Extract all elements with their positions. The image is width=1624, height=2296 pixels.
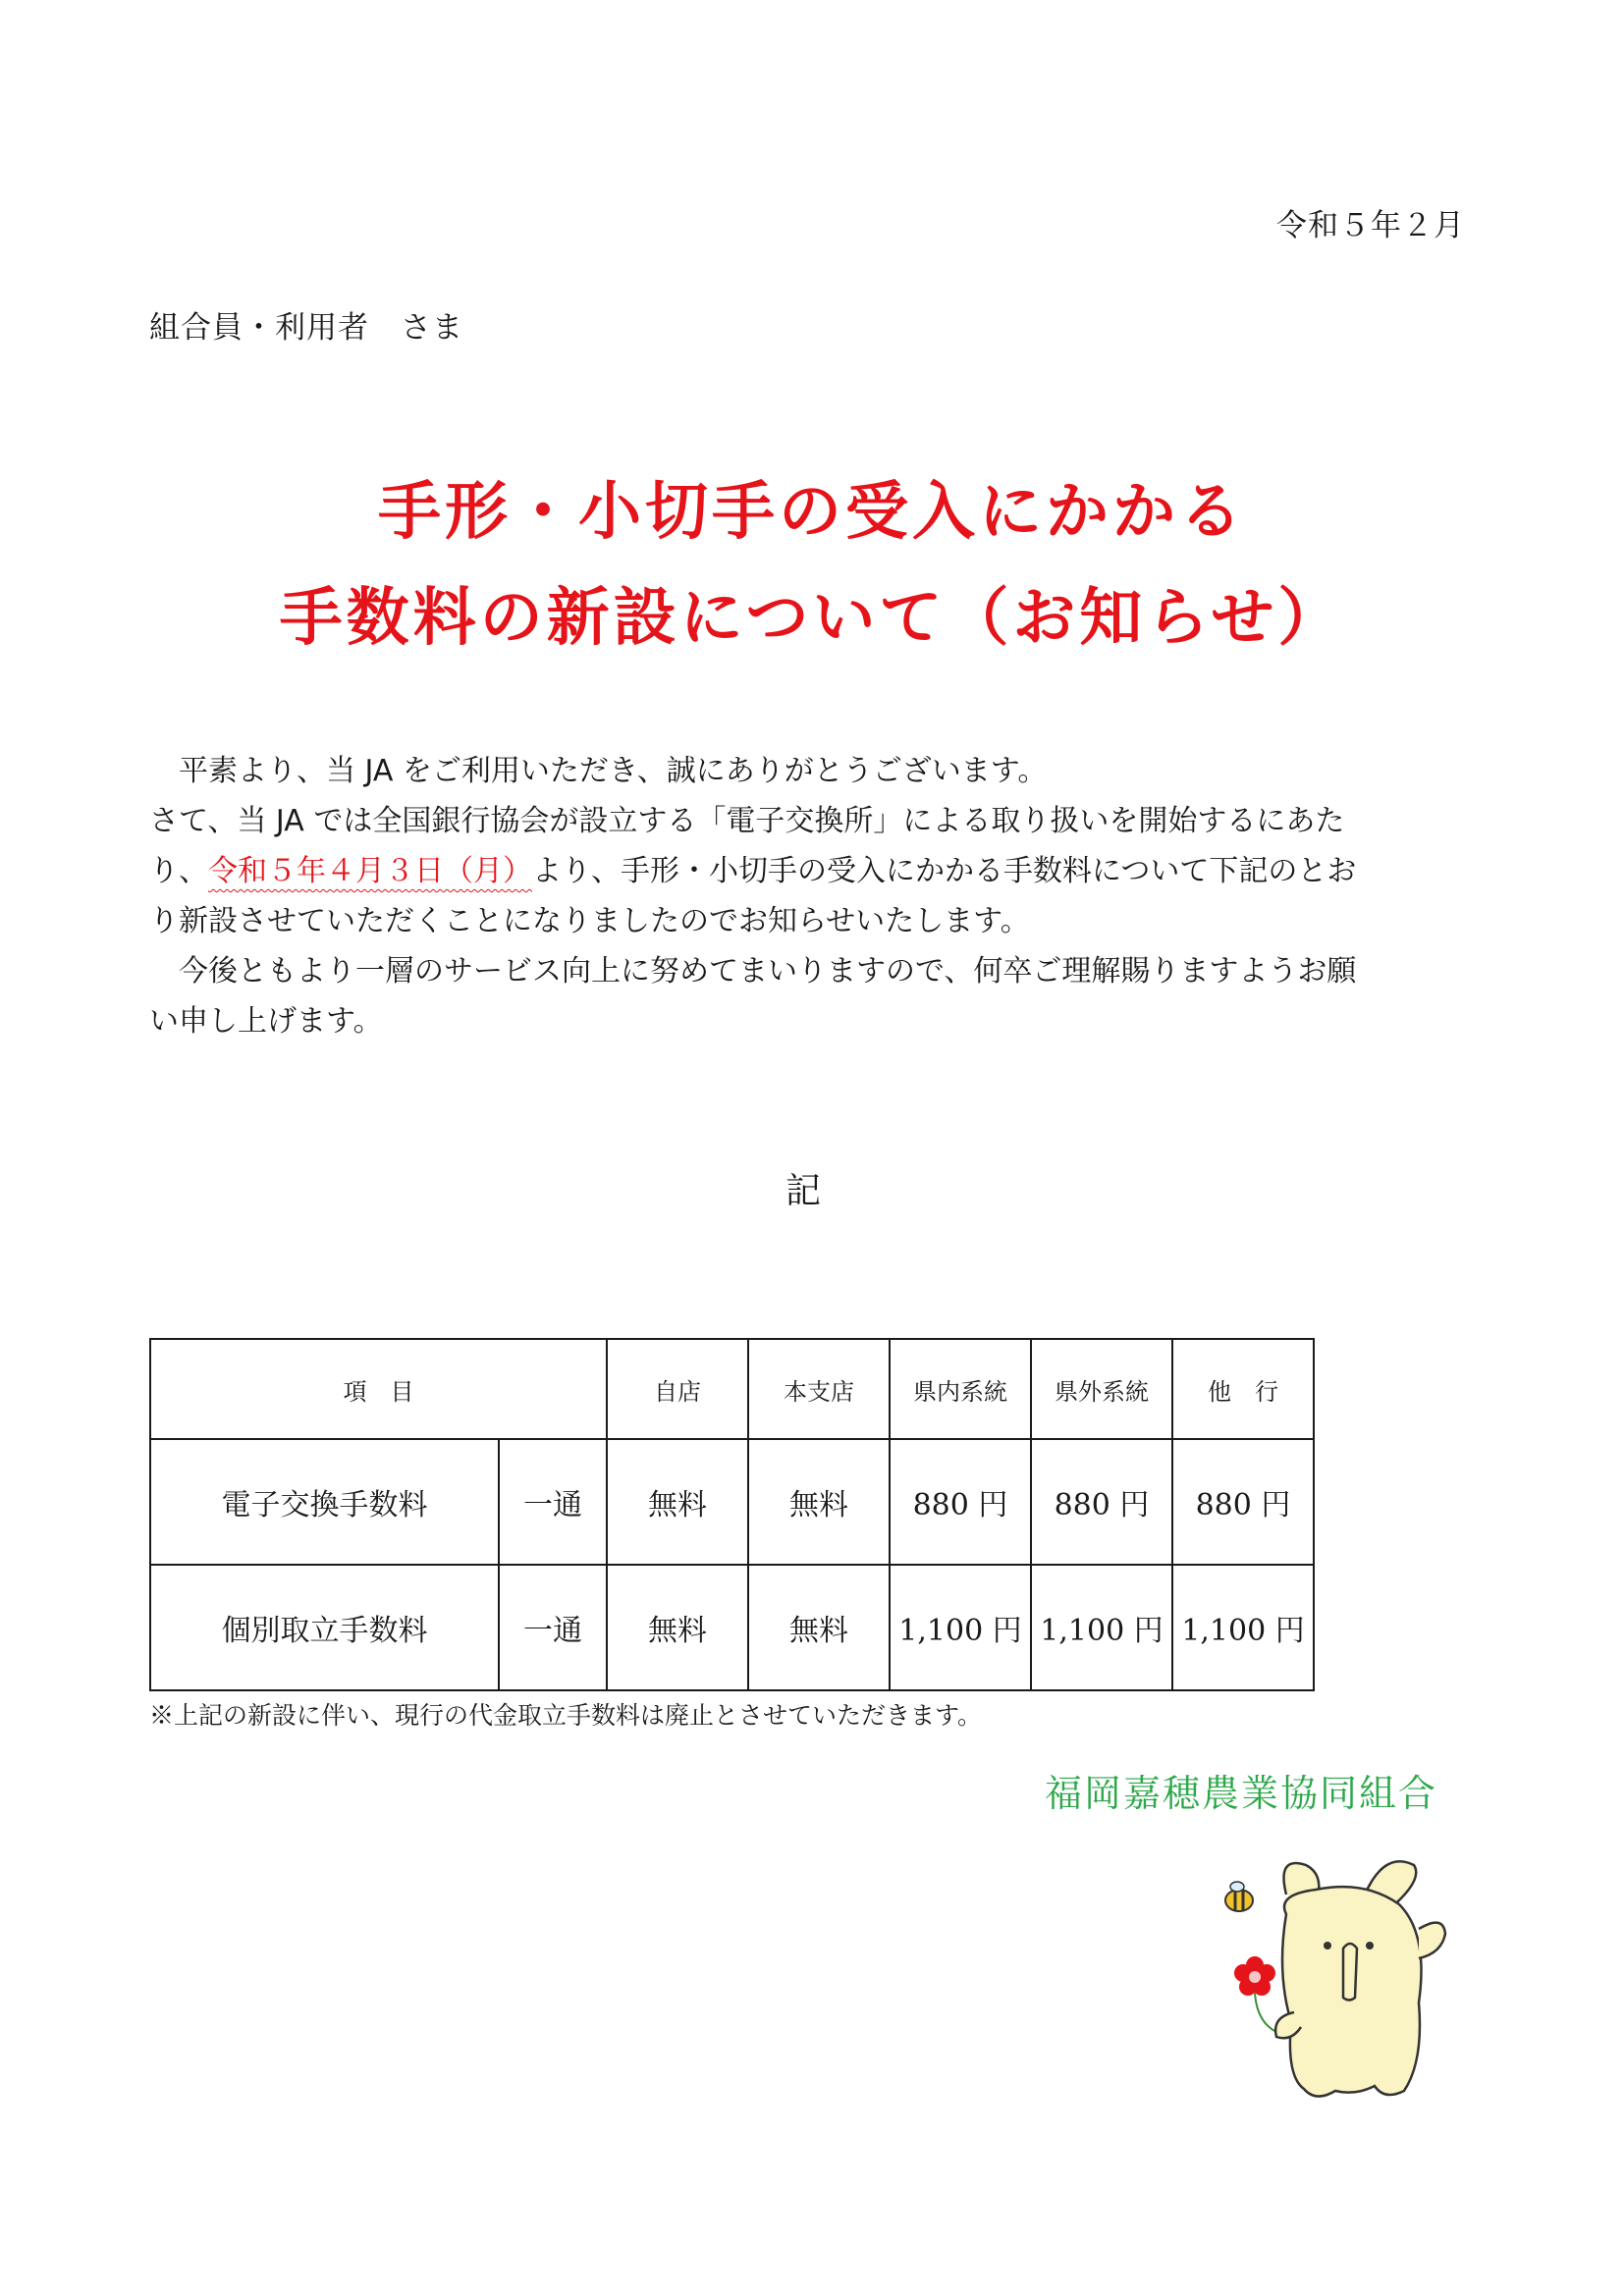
table-header-row [150, 1339, 1314, 1439]
ki-heading: 記 [785, 1171, 822, 1211]
body-text [149, 746, 1485, 1046]
body-paragraph-3-line-2: い申し上げます。 [149, 1004, 383, 1039]
footnote: ※上記の新設に伴い、現行の代金取立手数料は廃止とさせていただきます。 [149, 1701, 983, 1730]
fee-cell: 1,100 円 [890, 1565, 1031, 1690]
row-unit: 一通 [499, 1565, 607, 1690]
header-item: 項 目 [150, 1339, 607, 1439]
start-date: 令和５年４月３日（月） [208, 854, 532, 888]
bee-icon [1225, 1882, 1253, 1911]
organization-name: 福岡嘉穂農業協同組合 [1045, 1772, 1438, 1815]
addressee: 組合員・利用者 さま [149, 310, 463, 346]
body-text-suffix: より、手形・小切手の受入にかかる手数料について下記のとお [532, 854, 1357, 888]
fee-cell: 無料 [748, 1439, 890, 1565]
fee-cell: 880 円 [890, 1439, 1031, 1565]
fee-cell: 1,100 円 [1172, 1565, 1314, 1690]
flower-icon [1234, 1956, 1276, 2032]
body-paragraph-2-line-1: さて、当 JA では全国銀行協会が設立する「電子交換所」による取り扱いを開始するにあた [149, 804, 1345, 838]
fee-cell: 1,100 円 [1031, 1565, 1172, 1690]
body-paragraph-2-line-2 [149, 846, 1485, 896]
character-body [1275, 1861, 1445, 2096]
table-row [150, 1565, 1314, 1690]
header-other-bank: 他 行 [1172, 1339, 1314, 1439]
fee-table [149, 1338, 1315, 1691]
fee-cell: 無料 [748, 1565, 890, 1690]
header-main-branch: 本支店 [748, 1339, 890, 1439]
fee-cell: 880 円 [1031, 1439, 1172, 1565]
title-line-2: 手数料の新設について（お知らせ） [279, 582, 1345, 655]
body-paragraph-1: 平素より、当 JA をご利用いただき、誠にありがとうございます。 [149, 754, 1048, 788]
body-text-prefix: り、 [149, 854, 208, 888]
fee-cell: 無料 [607, 1439, 748, 1565]
body-paragraph-2-line-3: り新設させていただくことになりましたのでお知らせいたします。 [149, 904, 1030, 938]
table-row [150, 1439, 1314, 1565]
fee-cell: 880 円 [1172, 1439, 1314, 1565]
fee-cell: 無料 [607, 1565, 748, 1690]
row-unit: 一通 [499, 1439, 607, 1565]
header-out-prefecture: 県外系統 [1031, 1339, 1172, 1439]
row-item: 電子交換手数料 [150, 1439, 499, 1565]
header-in-prefecture: 県内系統 [890, 1339, 1031, 1439]
row-item: 個別取立手数料 [150, 1565, 499, 1690]
body-paragraph-3-line-1: 今後ともより一層のサービス向上に努めてまいりますので、何卒ご理解賜りますようお願 [149, 954, 1357, 988]
date: 令和５年２月 [1276, 208, 1465, 243]
title-line-1: 手形・小切手の受入にかかる [378, 476, 1246, 549]
mascot-illustration [1218, 1855, 1453, 2110]
header-own-branch: 自店 [607, 1339, 748, 1439]
